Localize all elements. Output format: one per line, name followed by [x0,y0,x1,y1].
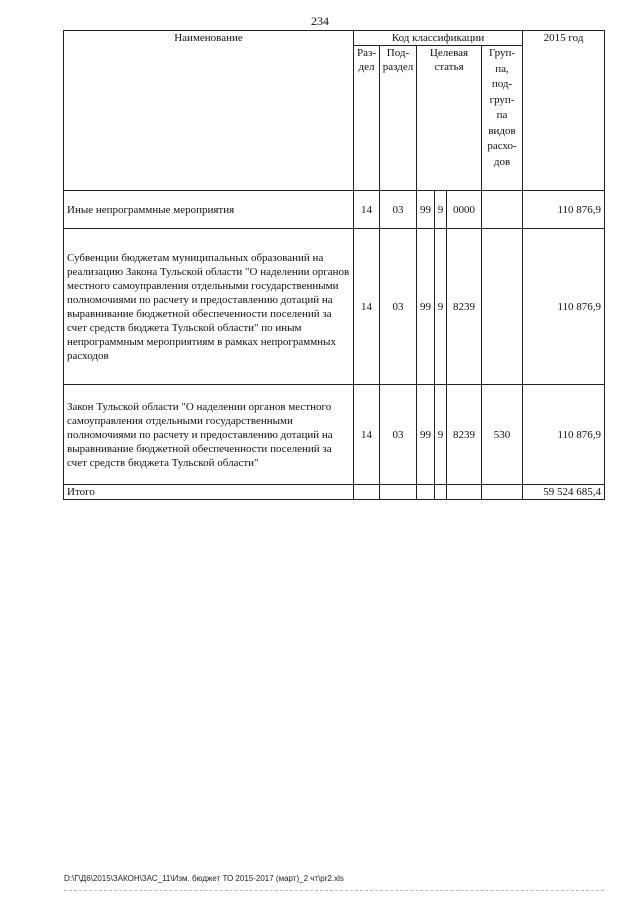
empty-cell [447,485,482,500]
header-podrazdel: Под- раздел [380,46,417,191]
row-ts2: 9 [435,385,447,485]
row-name: Субвенции бюджетам муниципальных образований на реализацию Закона Тульской области "О наделении органов местного самоуправления отдельными государственными полномочиями по расчету и предоставлению дотаций на выравнивание бюджетной обеспеченности поселений за счет средств бюджета Тульской области" по иным непрограммным мероприятиям в рамках непрограммных расходов [64,229,354,385]
row-amount: 110 876,9 [523,229,605,385]
header-target: Целевая статья [417,46,482,191]
row-amount: 110 876,9 [523,385,605,485]
row-ts3: 8239 [447,385,482,485]
row-name: Закон Тульской области "О наделении органов местного самоуправления отдельными государственными полномочиями по расчету и предоставлению дотаций на выравнивание бюджетной обеспеченности поселений за счет средств бюджета Тульской области" [64,385,354,485]
total-label: Итого [64,485,354,500]
header-razdel: Раз- дел [354,46,380,191]
row-group [482,229,523,385]
row-podrazdel: 03 [380,385,417,485]
row-ts1: 99 [417,191,435,229]
empty-cell [380,485,417,500]
row-ts3: 0000 [447,191,482,229]
row-podrazdel: 03 [380,191,417,229]
row-razdel: 14 [354,385,380,485]
row-ts2: 9 [435,229,447,385]
empty-cell [354,485,380,500]
footer-file-path: D:\Г\Д6\2015\ЗАКОН\ЗАС_11\Изм. бюджет ТО 2015-2017 (март)_2 чт\pr2.xls [64,874,344,883]
table-row [64,385,605,485]
table-row [64,229,605,385]
header-row-1 [64,31,605,46]
row-ts3: 8239 [447,229,482,385]
header-group: Груп- па, под- груп- па видов расхо- дов [482,46,523,191]
row-razdel: 14 [354,229,380,385]
empty-cell [482,485,523,500]
row-ts1: 99 [417,385,435,485]
row-name: Иные непрограммные мероприятия [64,191,354,229]
row-amount: 110 876,9 [523,191,605,229]
empty-cell [435,485,447,500]
row-razdel: 14 [354,191,380,229]
row-group [482,191,523,229]
budget-table [63,30,605,500]
row-podrazdel: 03 [380,229,417,385]
header-name: Наименование [64,31,354,191]
page-number: 234 [311,14,329,28]
row-group: 530 [482,385,523,485]
total-row [64,485,605,500]
row-ts1: 99 [417,229,435,385]
row-ts2: 9 [435,191,447,229]
total-amount: 59 524 685,4 [523,485,605,500]
header-year: 2015 год [523,31,605,191]
header-classification: Код классификации [354,31,523,46]
footer-divider [64,890,604,891]
empty-cell [417,485,435,500]
table-row [64,191,605,229]
